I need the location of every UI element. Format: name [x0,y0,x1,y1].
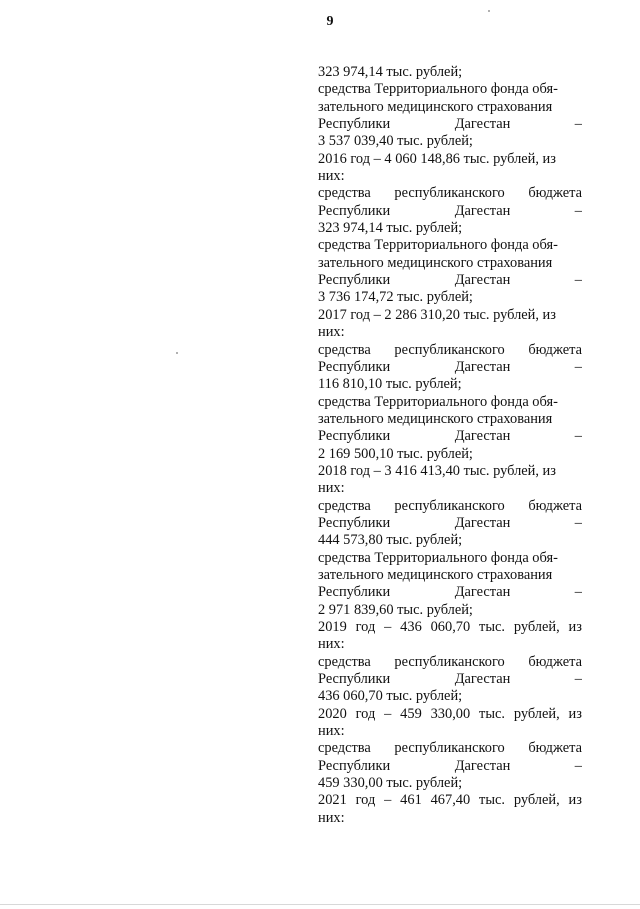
text-line [318,671,582,688]
text-word: республиканского [394,341,505,358]
text-word: средства [318,497,371,514]
text-word: год [355,792,376,809]
text-word: – [574,202,582,219]
text-word: – [384,792,392,809]
text-word: 436 [400,619,422,635]
text-word: 2019 [318,619,347,635]
scan-dust-mark [488,10,490,12]
text-word: 461 [400,792,422,809]
text-line: 323 974,14 тыс. рублей; [318,220,463,237]
text-word: рублей, [513,619,560,635]
text-word: – [574,514,582,531]
text-word: Республики [318,757,391,774]
text-word: республиканского [394,497,505,514]
text-word: Дагестан [454,202,511,219]
text-word: из [568,705,582,722]
text-line: 2 971 839,60 тыс. рублей; [318,601,473,618]
document-body [318,64,582,827]
text-line: средства Территориального фонда обя- [318,549,558,566]
text-line: средства Территориального фонда обя- [318,81,558,98]
text-word: тыс. [479,792,505,809]
text-line: 2016 год – 4 060 148,86 тыс. рублей, из [318,150,556,167]
page-number: 9 [326,14,334,29]
text-line: 116 810,10 тыс. рублей; [318,376,462,393]
text-line: них: [318,809,345,826]
text-line: зательного медицинского страхования [318,98,553,115]
text-word: рублей, [513,705,560,722]
text-line: зательного медицинского страхования [318,254,553,271]
text-line: 444 573,80 тыс. рублей; [318,532,463,549]
text-word: республиканского [394,653,505,670]
text-line [318,203,582,220]
text-word: бюджета [528,740,582,757]
text-word: республиканского [394,185,505,202]
text-line: 323 974,14 тыс. рублей; [318,64,463,80]
text-word: Республики [318,358,391,375]
text-word: средства [318,185,371,202]
text-line: них: [318,636,345,653]
text-word: средства [318,740,371,757]
text-line: 2017 год – 2 286 310,20 тыс. рублей, из [318,306,556,323]
text-word: Республики [318,116,391,133]
text-word: – [574,272,582,289]
text-line [318,185,582,202]
text-line [318,515,582,532]
text-word: рублей, [513,792,560,809]
text-word: Республики [318,671,391,688]
text-word: – [574,358,582,375]
text-word: Республики [318,584,391,601]
text-word: год [355,705,376,722]
scan-bottom-edge [0,904,640,905]
text-line: них: [318,168,345,185]
text-word: – [574,671,582,688]
text-line: 3 736 174,72 тыс. рублей; [318,289,473,306]
text-word: Республики [318,272,391,289]
text-word: – [384,619,392,635]
text-line: средства Территориального фонда обя- [318,237,558,254]
text-word: 459 [400,705,422,722]
text-word: 467,40 [430,792,471,809]
text-line [318,706,582,723]
text-word: Дагестан [454,757,511,774]
text-word: Дагестан [454,514,511,531]
scan-dust-mark [176,352,178,354]
text-line: 2018 год – 3 416 413,40 тыс. рублей, из [318,462,556,479]
text-word: – [574,428,582,445]
text-line: 459 330,00 тыс. рублей; [318,775,463,792]
text-word: Дагестан [454,671,511,688]
text-word: 330,00 [430,705,471,722]
text-line: 436 060,70 тыс. рублей; [318,688,463,705]
text-word: – [574,584,582,601]
text-line: них: [318,324,345,341]
text-word: бюджета [528,653,582,670]
text-line [318,654,582,671]
text-word: тыс. [479,705,505,722]
text-word: бюджета [528,185,582,202]
text-word: Республики [318,514,391,531]
text-line: 2 169 500,10 тыс. рублей; [318,445,473,462]
text-word: – [574,757,582,774]
text-word: из [568,619,582,635]
text-word: Дагестан [454,272,511,289]
text-word: Дагестан [454,584,511,601]
text-word: республиканского [394,740,505,757]
text-word: Республики [318,428,391,445]
text-word: бюджета [528,341,582,358]
text-line [318,740,582,757]
text-line [318,792,582,809]
text-line: зательного медицинского страхования [318,566,553,583]
text-word: Дагестан [454,116,511,133]
text-word: тыс. [479,619,505,635]
text-line: зательного медицинского страхования [318,410,553,427]
text-word: 060,70 [430,619,471,635]
text-word: бюджета [528,497,582,514]
text-line [318,359,582,376]
text-line [318,342,582,359]
text-word: Дагестан [454,358,511,375]
text-word: средства [318,653,371,670]
text-word: Республики [318,202,391,219]
text-word: из [568,792,582,809]
text-word: 2021 [318,792,347,809]
text-word: – [574,116,582,133]
text-word: 2020 [318,705,347,722]
text-line [318,758,582,775]
text-line: них: [318,480,345,497]
text-line [318,272,582,289]
text-line: них: [318,723,345,740]
text-word: средства [318,341,371,358]
text-word: Дагестан [454,428,511,445]
text-word: год [355,619,376,635]
text-line: средства Территориального фонда обя- [318,393,558,410]
text-line [318,428,582,445]
text-line [318,498,582,515]
text-line [318,584,582,601]
text-line [318,619,582,636]
text-line [318,116,582,133]
text-line: 3 537 039,40 тыс. рублей; [318,133,473,150]
text-word: – [384,705,392,722]
